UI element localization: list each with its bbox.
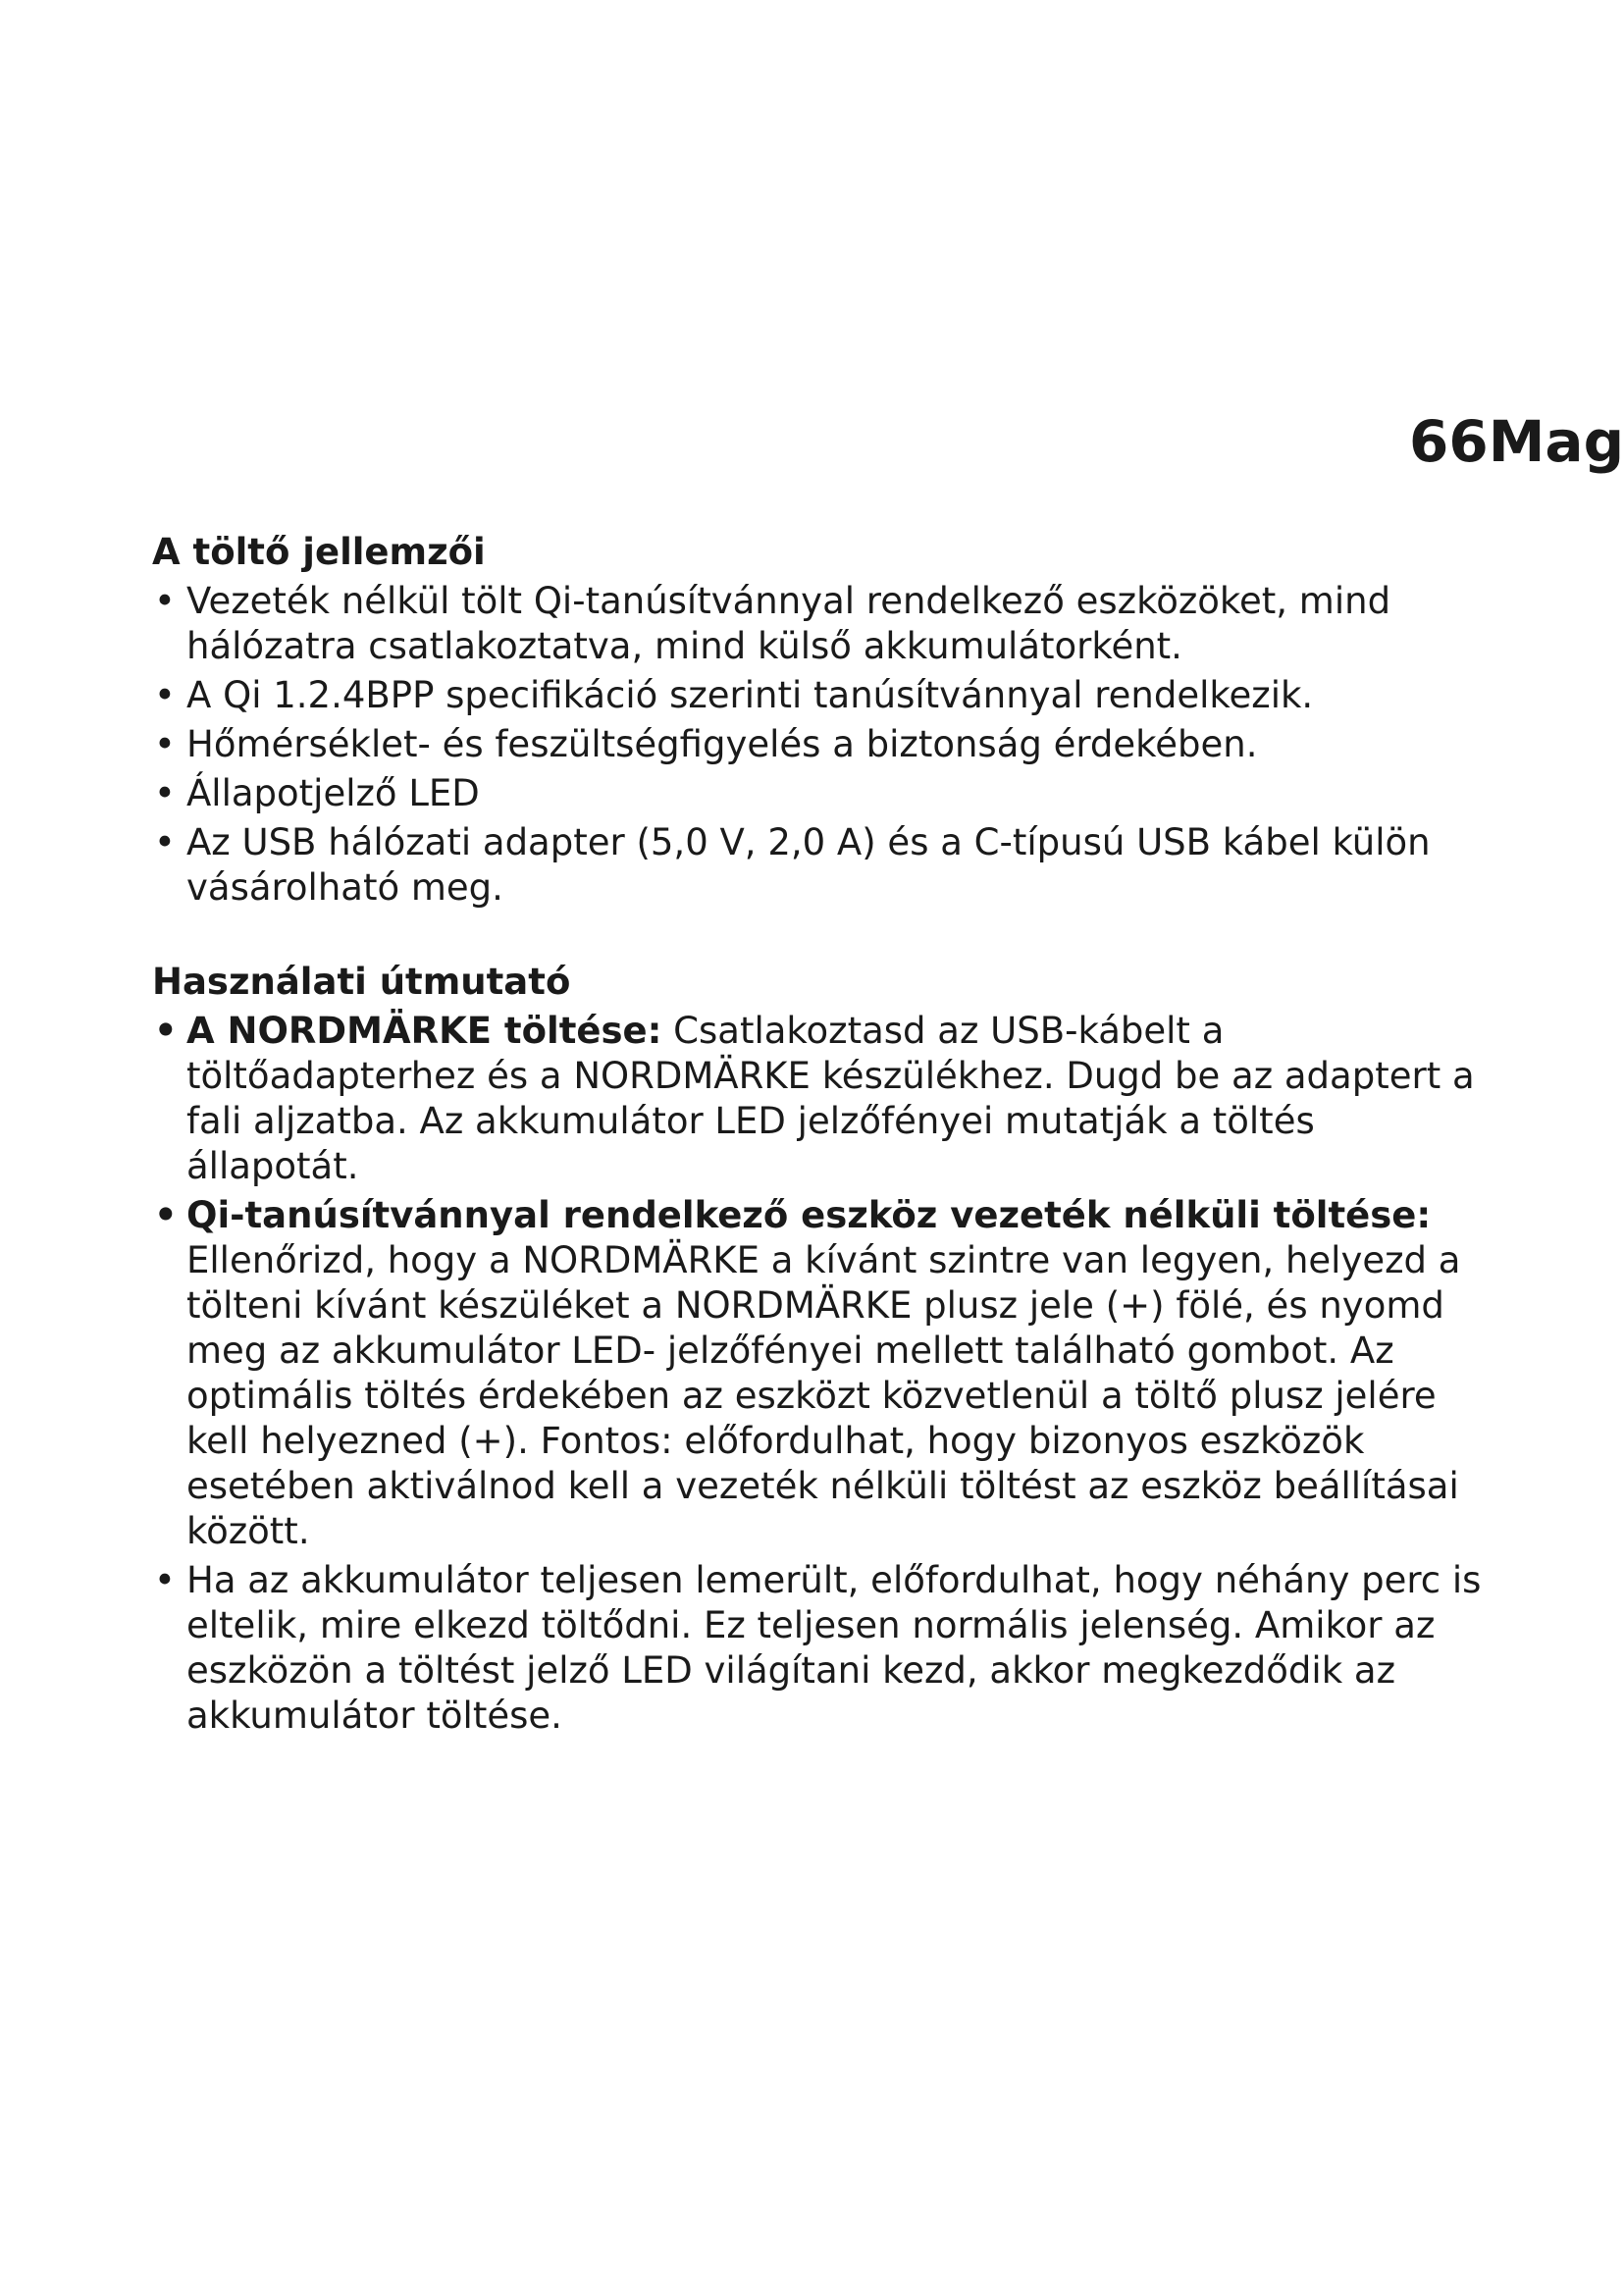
list-item [152, 820, 1487, 911]
list-item-lead: A NORDMÄRKE töltése: [186, 1010, 662, 1052]
bullet-icon: • [154, 723, 176, 765]
list-item-text: Az USB hálózati adapter (5,0 V, 2,0 A) és a C-típusú USB kábel külön vásárolható meg. [186, 821, 1431, 909]
features-section [152, 530, 1487, 911]
list-item-text: Ellenőrizd, hogy a NORDMÄRKE a kívánt szintre van legyen, helyezd a tölteni kívánt készüléket a NORDMÄRKE plusz jele (+) fölé, és nyomd meg az akkumulátor LED- jelzőfényei mellett található gombot. Az optimális töltés érdekében az eszközt közvetlenül a töltő plusz jelére kell helyezned (+). Fontos: előfordulhat, hogy bizonyos eszközök esetében aktiválnod kell a vezeték nélküli töltést az eszköz beállításai között. [186, 1239, 1461, 1552]
list-item-text: Csatlakoztasd az USB-kábelt a töltőadapterhez és a NORDMÄRKE készülékhez. Dugd be az adaptert a fali aljzatba. Az akkumulátor LED jelzőfényei mutatják a töltés állapotát. [186, 1010, 1475, 1187]
features-list [152, 579, 1487, 911]
list-item-text: Hőmérséklet- és feszültségfigyelés a biztonság érdekében. [186, 723, 1258, 765]
bullet-icon: • [154, 674, 176, 716]
bullet-icon: • [154, 772, 176, 814]
list-item-text: A Qi 1.2.4BPP specifikáció szerinti tanúsítvánnyal rendelkezik. [186, 674, 1314, 716]
list-item [152, 1193, 1487, 1554]
list-item [152, 722, 1487, 767]
list-item-text: Ha az akkumulátor teljesen lemerült, előfordulhat, hogy néhány perc is eltelik, mire elkezd töltődni. Ez teljesen normális jelenség. Amikor az eszközön a töltést jelző LED világítani kezd, akkor megkezdődik az akkumulátor töltése. [186, 1559, 1482, 1737]
list-item [152, 771, 1487, 816]
usage-heading: Használati útmutató [152, 961, 571, 1003]
bullet-icon: • [154, 821, 176, 863]
list-item [152, 1009, 1487, 1189]
list-item-text: Állapotjelző LED [186, 772, 480, 814]
usage-list [152, 1009, 1487, 1739]
list-item [152, 579, 1487, 669]
page-number: 66Mag [1409, 408, 1624, 475]
bullet-icon: • [154, 1559, 176, 1601]
list-item-text: Vezeték nélkül tölt Qi-tanúsítvánnyal rendelkező eszközöket, mind hálózatra csatlakoztatva, mind külső akkumulátorként. [186, 580, 1391, 667]
features-heading: A töltő jellemzői [152, 531, 486, 573]
list-item-lead: Qi-tanúsítvánnyal rendelkező eszköz vezeték nélküli töltése: [186, 1194, 1432, 1236]
bullet-icon: • [154, 580, 176, 622]
usage-section [152, 960, 1487, 1739]
list-item [152, 1558, 1487, 1739]
document-body [152, 530, 1487, 1743]
bullet-icon: • [154, 1010, 178, 1052]
bullet-icon: • [154, 1194, 178, 1236]
list-item [152, 673, 1487, 718]
